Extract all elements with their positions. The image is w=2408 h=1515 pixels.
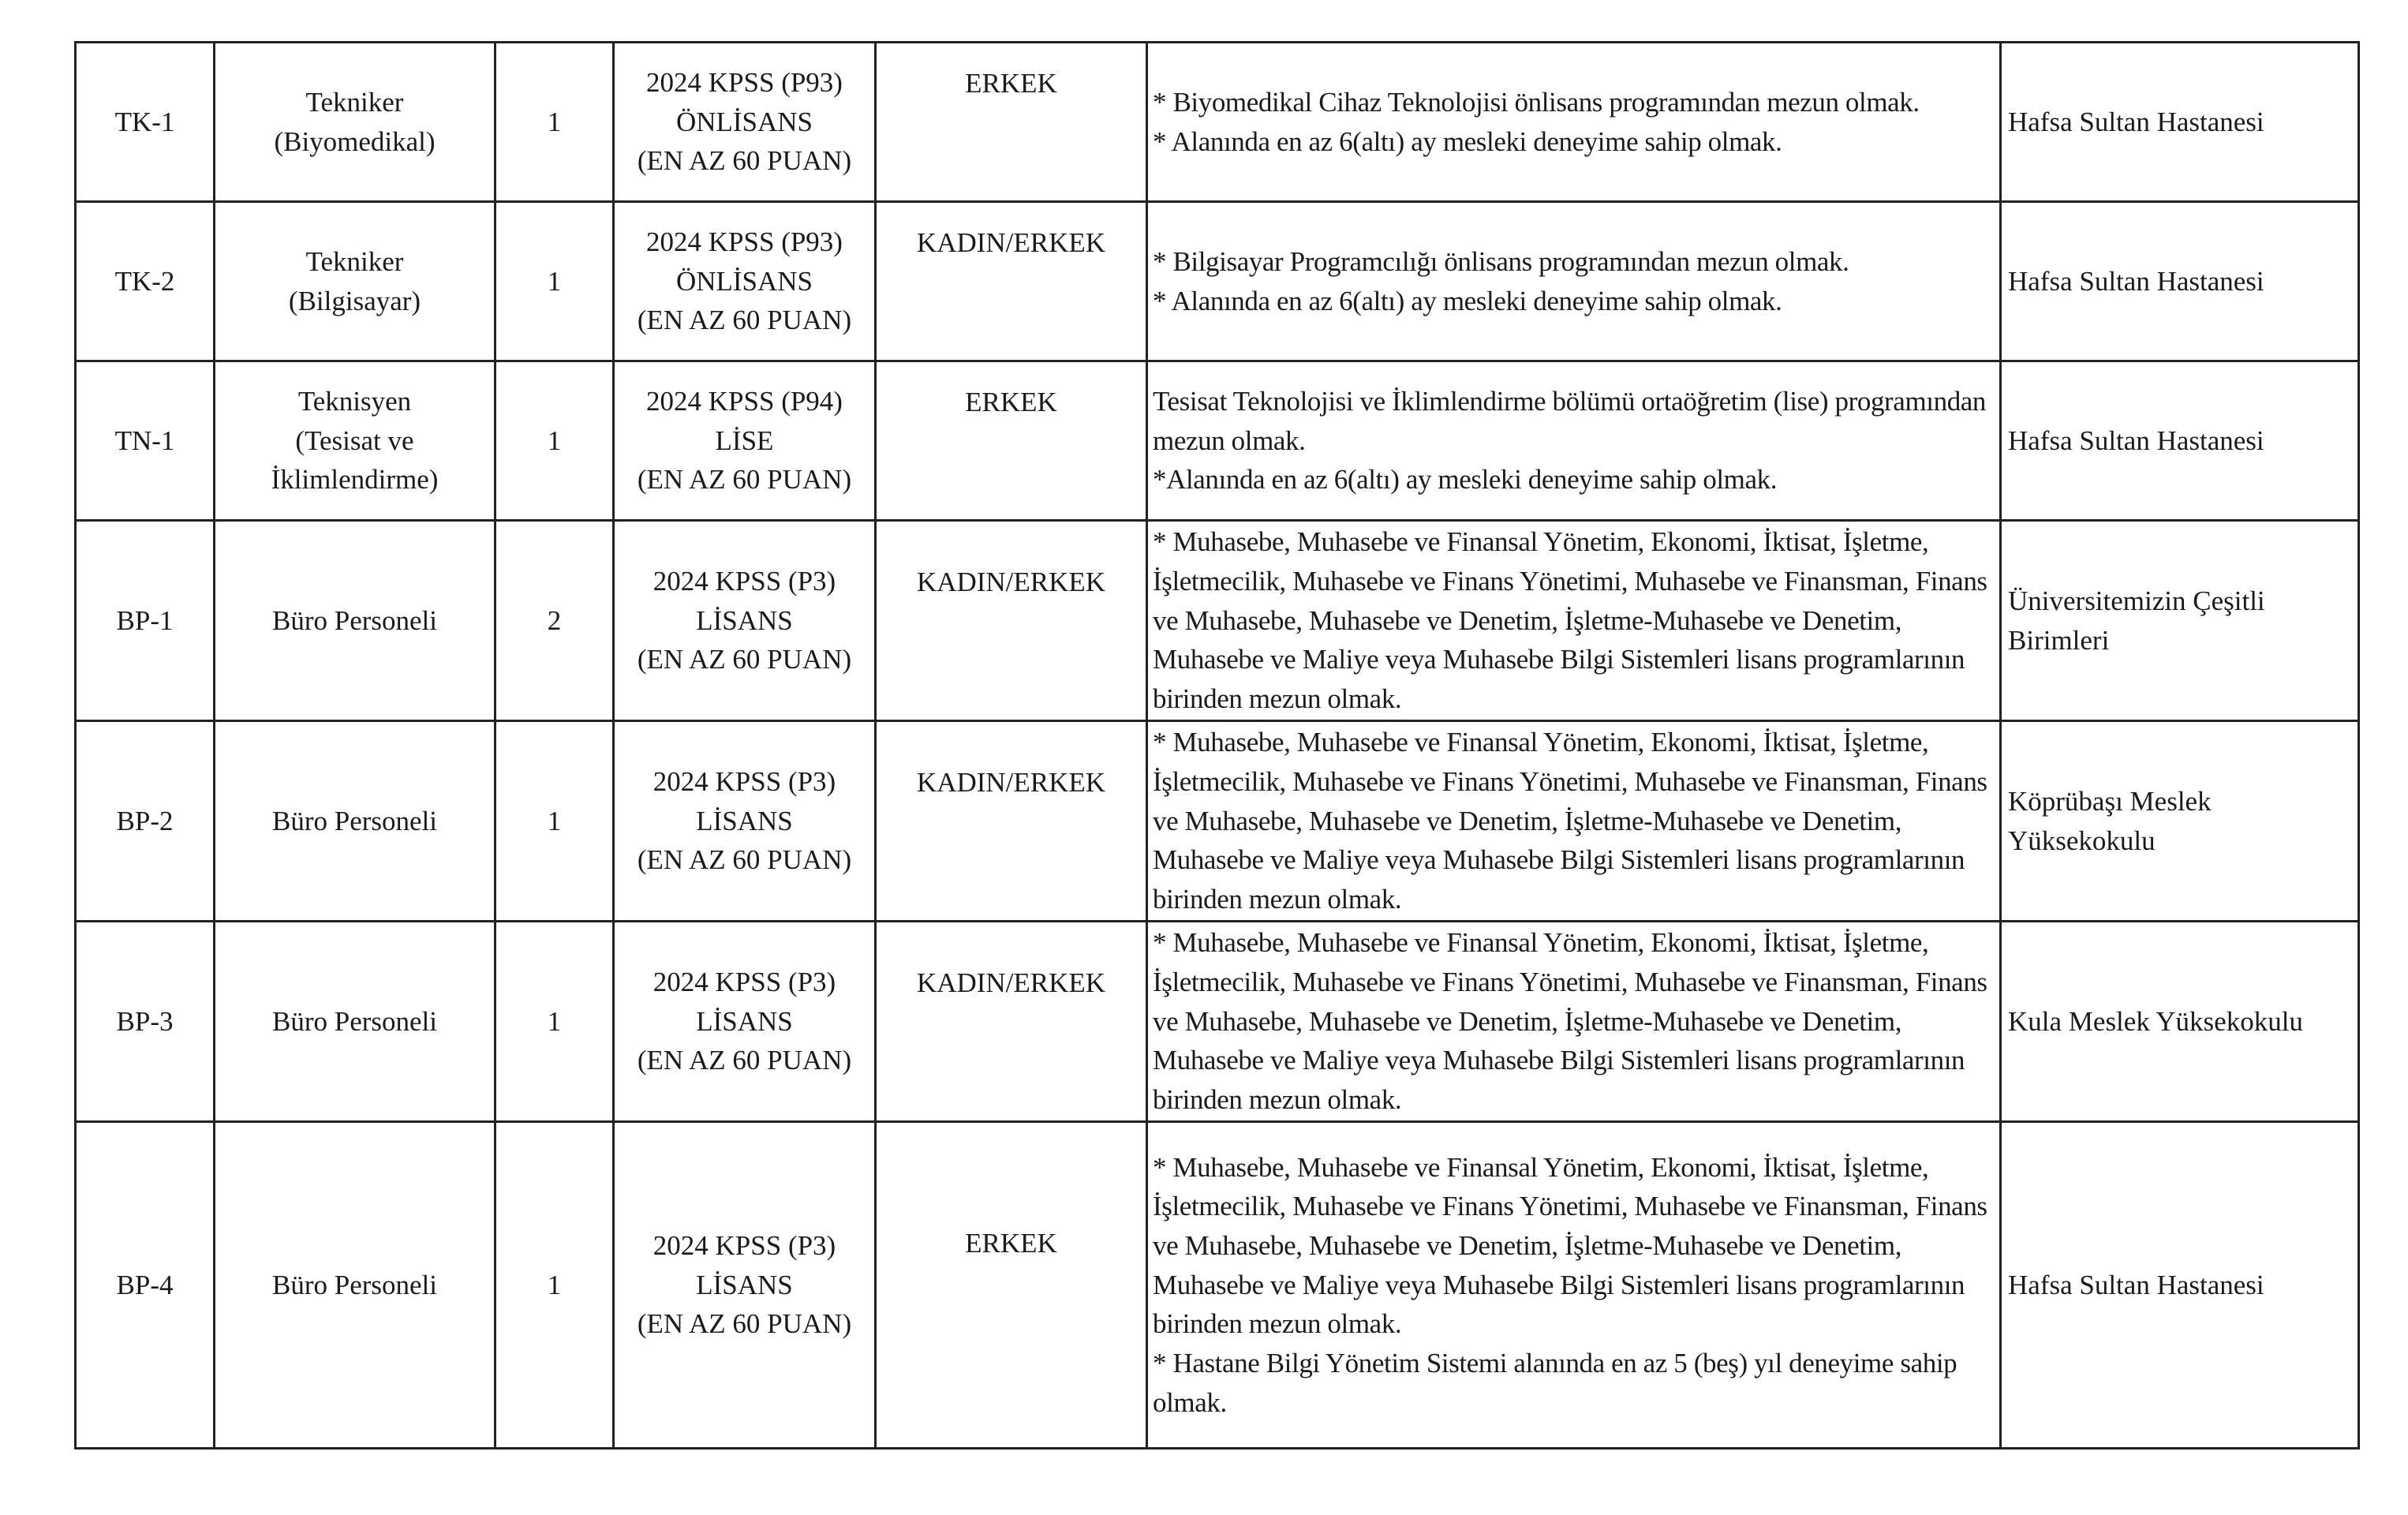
kpss-line: LİSE (715, 425, 774, 456)
title-line: Büro Personeli (271, 1269, 437, 1300)
table-row (76, 1122, 2359, 1449)
assigned-unit: Hafsa Sultan Hastanesi (2001, 43, 2359, 202)
requirement-line: ve Muhasebe, Muhasebe ve Denetim, İşletme-Muhasebe ve Denetim, (1153, 805, 1902, 836)
requirement-line: ve Muhasebe, Muhasebe ve Denetim, İşletme-Muhasebe ve Denetim, (1153, 1005, 1902, 1037)
kpss-line: (EN AZ 60 PUAN) (637, 1308, 852, 1340)
qualification-requirements (1147, 521, 2001, 721)
position-code: TK-2 (76, 202, 215, 361)
gender: KADIN/ERKEK (876, 521, 1147, 721)
assigned-unit: Üniversitemizin Çeşitli Birimleri (2001, 521, 2359, 721)
kpss-line: 2024 KPSS (P3) (652, 565, 836, 597)
position-count: 1 (495, 361, 614, 521)
position-title (215, 721, 495, 922)
kpss-line: 2024 KPSS (P93) (646, 226, 843, 257)
requirement-line: İşletmecilik, Muhasebe ve Finans Yönetimi, Muhasebe ve Finansman, Finans (1153, 565, 1987, 597)
qualification-requirements (1147, 43, 2001, 202)
title-line: Tekniker (305, 245, 404, 277)
kpss-requirement (614, 721, 876, 922)
requirement-line: Muhasebe ve Maliye veya Muhasebe Bilgi Sistemleri lisans programlarının (1153, 1269, 1965, 1300)
kpss-line: ÖNLİSANS (675, 265, 813, 297)
position-title (215, 202, 495, 361)
requirement-line: * Muhasebe, Muhasebe ve Finansal Yönetim, Ekonomi, İktisat, İşletme, (1153, 1151, 1929, 1183)
requirement-line: * Alanında en az 6(altı) ay mesleki deneyime sahip olmak. (1153, 125, 1782, 157)
table-row (76, 922, 2359, 1122)
kpss-requirement (614, 202, 876, 361)
position-title (215, 361, 495, 521)
kpss-line: LİSANS (696, 604, 793, 636)
kpss-line: 2024 KPSS (P3) (652, 966, 836, 997)
requirement-line: ve Muhasebe, Muhasebe ve Denetim, İşletme-Muhasebe ve Denetim, (1153, 604, 1902, 636)
position-count: 1 (495, 1122, 614, 1449)
gender: KADIN/ERKEK (876, 202, 1147, 361)
title-line: Büro Personeli (271, 604, 437, 636)
kpss-line: (EN AZ 60 PUAN) (637, 1045, 852, 1076)
kpss-line: (EN AZ 60 PUAN) (637, 644, 852, 675)
requirement-line: * Muhasebe, Muhasebe ve Finansal Yönetim, Ekonomi, İktisat, İşletme, (1153, 927, 1929, 959)
qualification-requirements (1147, 1122, 2001, 1449)
table-row (76, 43, 2359, 202)
table-row (76, 521, 2359, 721)
table-row (76, 361, 2359, 521)
gender: ERKEK (876, 1122, 1147, 1449)
qualification-requirements (1147, 721, 2001, 922)
requirement-line: mezun olmak. (1153, 425, 1306, 456)
requirement-line: Muhasebe ve Maliye veya Muhasebe Bilgi Sistemleri lisans programlarının (1153, 1045, 1965, 1076)
position-title (215, 1122, 495, 1449)
title-line: Teknisyen (297, 385, 412, 417)
position-count: 1 (495, 43, 614, 202)
assigned-unit: Köprübaşı Meslek Yüksekokulu (2001, 721, 2359, 922)
kpss-requirement (614, 43, 876, 202)
position-title (215, 521, 495, 721)
assigned-unit: Hafsa Sultan Hastanesi (2001, 361, 2359, 521)
requirement-line: İşletmecilik, Muhasebe ve Finans Yönetimi, Muhasebe ve Finansman, Finans (1153, 765, 1987, 797)
assigned-unit: Kula Meslek Yüksekokulu (2001, 922, 2359, 1122)
title-line: Tekniker (305, 86, 404, 118)
kpss-line: 2024 KPSS (P3) (652, 1229, 836, 1261)
kpss-line: 2024 KPSS (P94) (646, 385, 843, 417)
kpss-line: (EN AZ 60 PUAN) (637, 305, 852, 336)
position-code: BP-1 (76, 521, 215, 721)
position-code: TK-1 (76, 43, 215, 202)
table-row (76, 721, 2359, 922)
kpss-line: ÖNLİSANS (675, 106, 813, 137)
qualification-requirements (1147, 361, 2001, 521)
kpss-line: 2024 KPSS (P3) (652, 765, 836, 797)
kpss-requirement (614, 361, 876, 521)
gender: KADIN/ERKEK (876, 922, 1147, 1122)
position-code: BP-3 (76, 922, 215, 1122)
position-title (215, 43, 495, 202)
title-line: (Tesisat ve (295, 425, 414, 456)
requirement-line: birinden mezun olmak. (1153, 884, 1402, 915)
position-count: 1 (495, 202, 614, 361)
assigned-unit: Hafsa Sultan Hastanesi (2001, 202, 2359, 361)
kpss-line: (EN AZ 60 PUAN) (637, 844, 852, 876)
title-line: Büro Personeli (271, 1005, 437, 1037)
requirement-line: * Hastane Bilgi Yönetim Sistemi alanında en az 5 (beş) yıl deneyime sahip (1153, 1348, 1957, 1379)
title-line: İklimlendirme) (271, 464, 439, 496)
position-listing-table (74, 41, 2360, 1450)
requirement-line: birinden mezun olmak. (1153, 683, 1402, 715)
kpss-requirement (614, 922, 876, 1122)
position-code: BP-4 (76, 1122, 215, 1449)
requirement-line: olmak. (1153, 1386, 1227, 1418)
qualification-requirements (1147, 922, 2001, 1122)
position-title (215, 922, 495, 1122)
kpss-line: 2024 KPSS (P93) (646, 66, 843, 98)
assigned-unit: Hafsa Sultan Hastanesi (2001, 1122, 2359, 1449)
position-count: 1 (495, 922, 614, 1122)
requirement-line: * Alanında en az 6(altı) ay mesleki deneyime sahip olmak. (1153, 285, 1782, 316)
position-count: 2 (495, 521, 614, 721)
gender: ERKEK (876, 43, 1147, 202)
gender: ERKEK (876, 361, 1147, 521)
requirement-line: Muhasebe ve Maliye veya Muhasebe Bilgi Sistemleri lisans programlarının (1153, 844, 1965, 876)
requirement-line: * Muhasebe, Muhasebe ve Finansal Yönetim, Ekonomi, İktisat, İşletme, (1153, 727, 1929, 758)
gender: KADIN/ERKEK (876, 721, 1147, 922)
kpss-line: LİSANS (696, 805, 793, 836)
requirement-line: Tesisat Teknolojisi ve İklimlendirme bölümü ortaöğretim (lise) programından (1153, 385, 1987, 417)
table-row (76, 202, 2359, 361)
kpss-line: LİSANS (696, 1269, 793, 1300)
requirement-line: * Muhasebe, Muhasebe ve Finansal Yönetim, Ekonomi, İktisat, İşletme, (1153, 526, 1929, 558)
requirement-line: *Alanında en az 6(altı) ay mesleki deneyime sahip olmak. (1153, 464, 1778, 496)
requirement-line: İşletmecilik, Muhasebe ve Finans Yönetimi, Muhasebe ve Finansman, Finans (1153, 1191, 1987, 1222)
kpss-line: (EN AZ 60 PUAN) (637, 145, 852, 177)
kpss-requirement (614, 521, 876, 721)
kpss-line: (EN AZ 60 PUAN) (637, 464, 852, 496)
title-line: (Biyomedikal) (274, 125, 436, 157)
title-line: (Bilgisayar) (288, 285, 421, 316)
requirement-line: * Bilgisayar Programcılığı önlisans programından mezun olmak. (1153, 245, 1849, 277)
position-code: TN-1 (76, 361, 215, 521)
requirement-line: Muhasebe ve Maliye veya Muhasebe Bilgi Sistemleri lisans programlarının (1153, 644, 1965, 675)
kpss-line: LİSANS (696, 1005, 793, 1037)
kpss-requirement (614, 1122, 876, 1449)
requirement-line: * Biyomedikal Cihaz Teknolojisi önlisans programından mezun olmak. (1153, 86, 1920, 118)
requirement-line: birinden mezun olmak. (1153, 1084, 1402, 1116)
requirement-line: İşletmecilik, Muhasebe ve Finans Yönetimi, Muhasebe ve Finansman, Finans (1153, 966, 1987, 997)
position-code: BP-2 (76, 721, 215, 922)
qualification-requirements (1147, 202, 2001, 361)
requirement-line: ve Muhasebe, Muhasebe ve Denetim, İşletme-Muhasebe ve Denetim, (1153, 1229, 1902, 1261)
title-line: Büro Personeli (271, 805, 437, 836)
requirement-line: birinden mezun olmak. (1153, 1308, 1402, 1340)
position-count: 1 (495, 721, 614, 922)
